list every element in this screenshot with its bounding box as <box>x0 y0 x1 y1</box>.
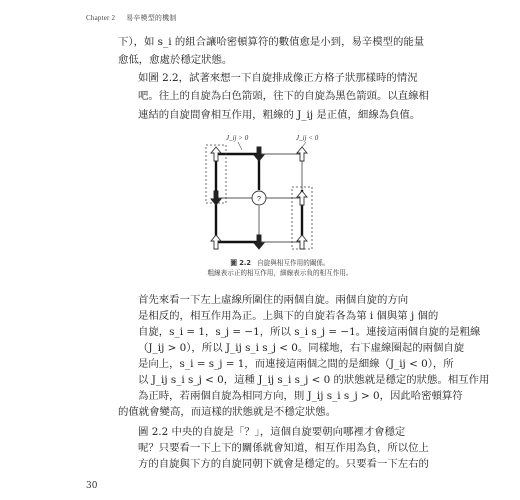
text-line: 下），如 s_i 的組合讓哈密頓算符的數值愈是小到，易辛模型的能量 <box>118 36 425 48</box>
text-line: 呢？只要看一下上下的關係就會知道，相互作用為負，所以位上 <box>138 442 429 454</box>
paragraph-4 <box>118 424 429 472</box>
paragraph-1 <box>118 33 425 70</box>
text-line: 如圖 2.2，試著來想一下自旋排成像正方格子狀那樣時的情況 <box>138 72 418 84</box>
chapter-label: Chapter 2 <box>86 14 116 22</box>
figure-caption <box>170 258 390 278</box>
paragraph-3 <box>118 292 490 420</box>
unknown-spin-mark: ? <box>257 196 261 203</box>
text-line: 為正時，若兩個自旋為相同方向，則 J_ij s_i s_j > 0，因此哈密頓算符 <box>138 390 463 402</box>
text-line: 自旋，s_i = 1，s_j = −1，所以 s_i s_j = −1。連接這兩個自旋的是粗線 <box>138 326 481 338</box>
text-line: 首先來看一下左上虛線所圍住的兩個自旋。兩個自旋的方向 <box>138 294 409 306</box>
page-number: 30 <box>86 481 98 491</box>
text-line: 愈低，愈處於穩定狀態。 <box>118 54 233 67</box>
spin-lattice-figure <box>196 128 346 256</box>
text-line: 吧。往上的自旋為白色箭頭，往下的自旋為黑色箭頭。以直線相 <box>138 90 429 103</box>
label-pointer <box>238 142 242 150</box>
caption-label: 圖 2.2 <box>230 259 251 267</box>
text-line: 方的自旋與下方的自旋同朝下就會是穩定的。只要看一下左右的 <box>138 458 429 470</box>
text-line: 是向上，s_i = s_j = 1，而連接這兩個之間的是細線（J_ij < 0），所 <box>138 358 454 370</box>
text-line: 連結的自旋間會相互作用，粗線的 J_ij 是正值，細線為負值。 <box>138 108 421 121</box>
lattice-svg <box>196 128 346 256</box>
caption-line-1: 自旋與相互作用的關係。 <box>257 259 330 267</box>
paragraph-2 <box>118 69 429 124</box>
text-line: 圖 2.2 中央的自旋是「？」，這個自旋要朝向哪裡才會穩定 <box>138 426 406 438</box>
text-line: 以 J_ij s_i s_j < 0，這種 J_ij s_i s_j < 0 的狀態就是穩定的狀態。相互作用 <box>138 374 490 386</box>
text-line: 是相反的，相互作用為正。上與下的自旋若各為第 i 個與第 j 個的 <box>138 310 439 322</box>
label-positive: J_ij > 0 <box>226 134 249 142</box>
chapter-title: 易辛模型的機制 <box>126 14 177 22</box>
text-line: 的值就會變高，而這樣的狀態就是不穩定狀態。 <box>118 406 337 418</box>
caption-line-2: 粗線表示正的相互作用，細線表示負的相互作用。 <box>207 269 353 277</box>
running-header <box>86 13 177 23</box>
text-line: （J_ij > 0），所以 J_ij s_i s_j < 0。同樣地，右下虛線圈起的兩個自旋 <box>138 342 465 354</box>
label-negative: J_ij < 0 <box>296 134 319 142</box>
